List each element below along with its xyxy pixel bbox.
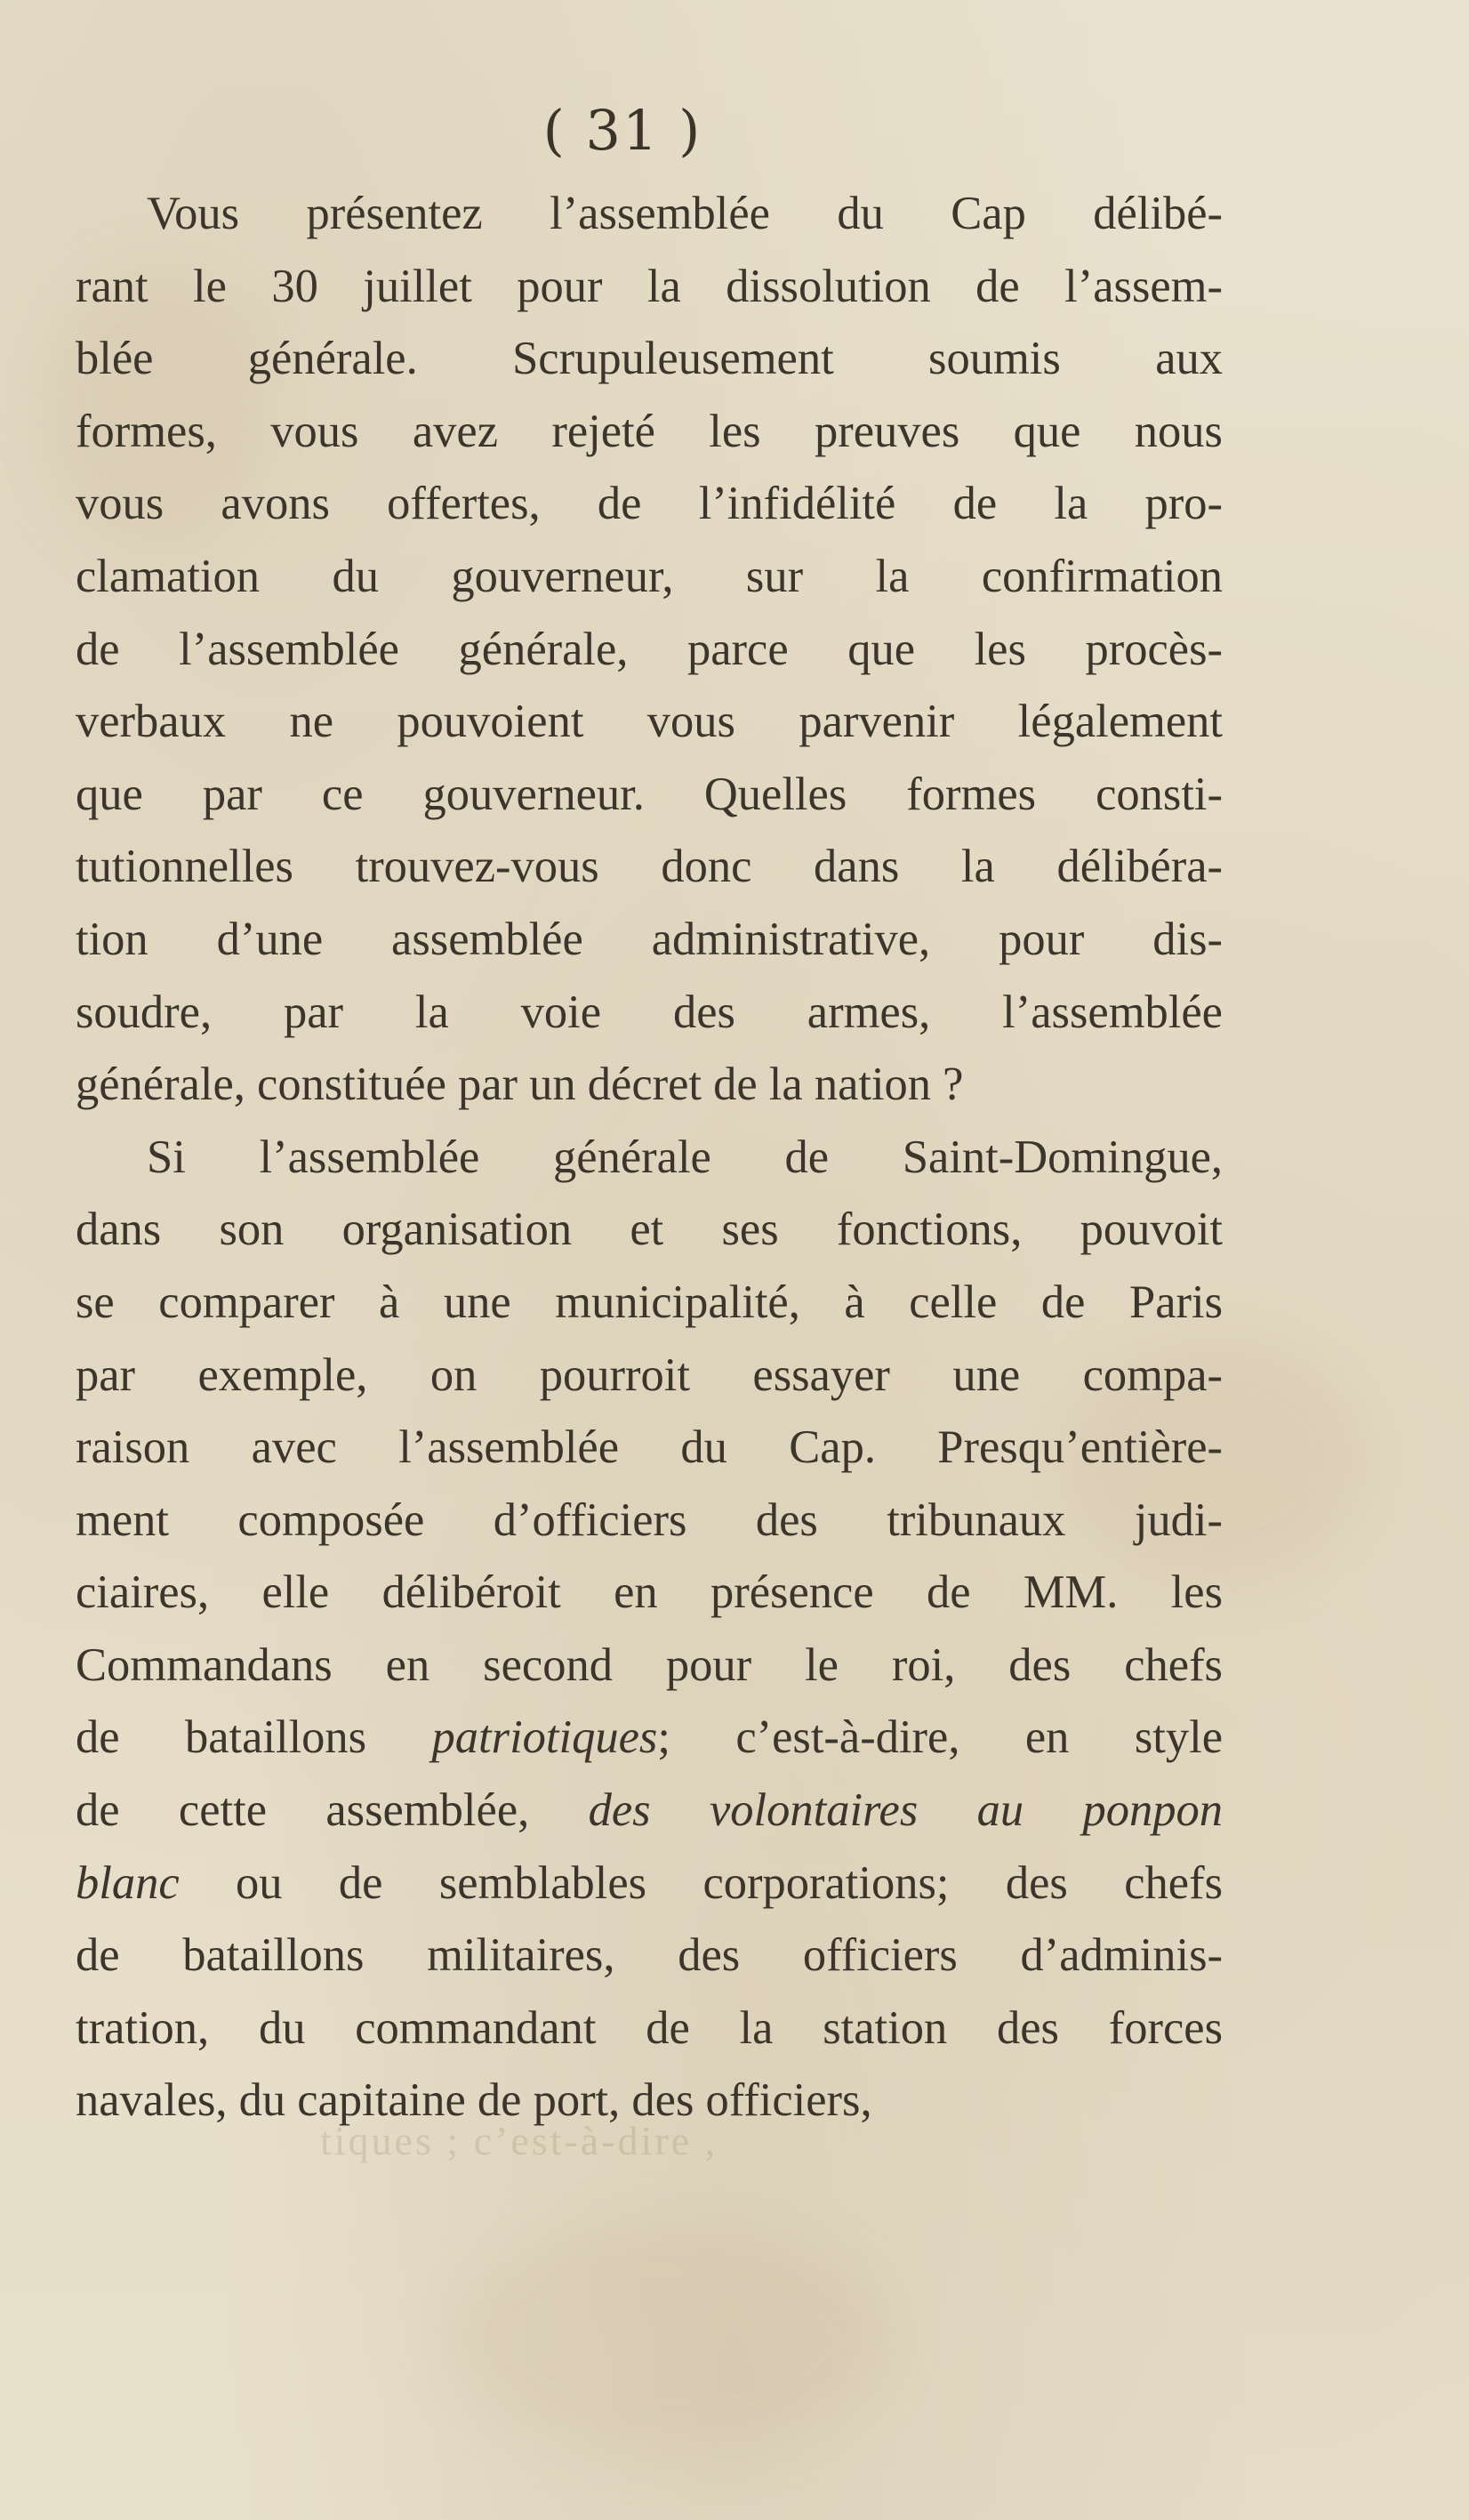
text-line: de cette assemblée, des volontaires au ponpon bbox=[76, 1784, 1224, 1837]
paper-stain bbox=[445, 2224, 889, 2455]
text-line: blée générale. Scrupuleusement soumis aux bbox=[76, 333, 1223, 385]
text-line: soudre, par la voie des armes, l’assemblée bbox=[76, 986, 1223, 1038]
page-number: ( 31 ) bbox=[542, 98, 702, 163]
text-line: Si l’assemblée générale de Saint-Domingue, bbox=[147, 1131, 1223, 1183]
text-line: blanc ou de semblables corporations; des chefs bbox=[76, 1856, 1223, 1909]
text-line: verbaux ne pouvoient vous parvenir légalement bbox=[76, 696, 1223, 748]
text-line: se comparer à une municipalité, à celle de Paris bbox=[76, 1276, 1223, 1328]
text-line: par exemple, on pourroit essayer une compa- bbox=[76, 1349, 1223, 1401]
text-line: ment composée d’officiers des tribunaux judi- bbox=[76, 1493, 1223, 1546]
bleed-through-text: tiques ; c’est-à-dire , bbox=[320, 2118, 718, 2163]
text-line: tration, du commandant de la station des forces bbox=[76, 2001, 1223, 2054]
text-line: générale, constituée par un décret de la nation ? bbox=[76, 1059, 964, 1111]
text-line: tion d’une assemblée administrative, pour dis- bbox=[76, 913, 1223, 965]
text-line: formes, vous avez rejeté les preuves que nous bbox=[76, 405, 1223, 457]
italic-word: blanc bbox=[76, 1856, 180, 1909]
text-line: de l’assemblée générale, parce que les procès- bbox=[76, 623, 1223, 675]
text-line: rant le 30 juillet pour la dissolution de l’assem- bbox=[76, 260, 1223, 312]
italic-word: patriotiques bbox=[431, 1711, 658, 1764]
text-line: tutionnelles trouvez-vous donc dans la délibéra- bbox=[76, 841, 1223, 893]
text-line: vous avons offertes, de l’infidélité de la pro- bbox=[76, 478, 1223, 530]
text-line: que par ce gouverneur. Quelles formes consti- bbox=[76, 768, 1223, 820]
text-line: raison avec l’assemblée du Cap. Presqu’entière- bbox=[76, 1421, 1223, 1474]
text-line: clamation du gouverneur, sur la confirmation bbox=[76, 550, 1223, 602]
italic-phrase: des volontaires au ponpon bbox=[588, 1784, 1224, 1837]
text-line: navales, du capitaine de port, des officiers, bbox=[76, 2074, 872, 2127]
text-line: de bataillons militaires, des officiers d’adminis- bbox=[76, 1929, 1223, 1982]
text-line: ciaires, elle délibéroit en présence de MM. les bbox=[76, 1566, 1223, 1619]
text-line: Commandans en second pour le roi, des chefs bbox=[76, 1638, 1223, 1691]
body-text bbox=[76, 178, 1223, 2138]
text-line: Vous présentez l’assemblée du Cap délibé- bbox=[147, 188, 1223, 239]
text-line: de bataillons patriotiques; c’est-à-dire, en style bbox=[76, 1711, 1223, 1764]
text-line: dans son organisation et ses fonctions, pouvoit bbox=[76, 1204, 1223, 1256]
